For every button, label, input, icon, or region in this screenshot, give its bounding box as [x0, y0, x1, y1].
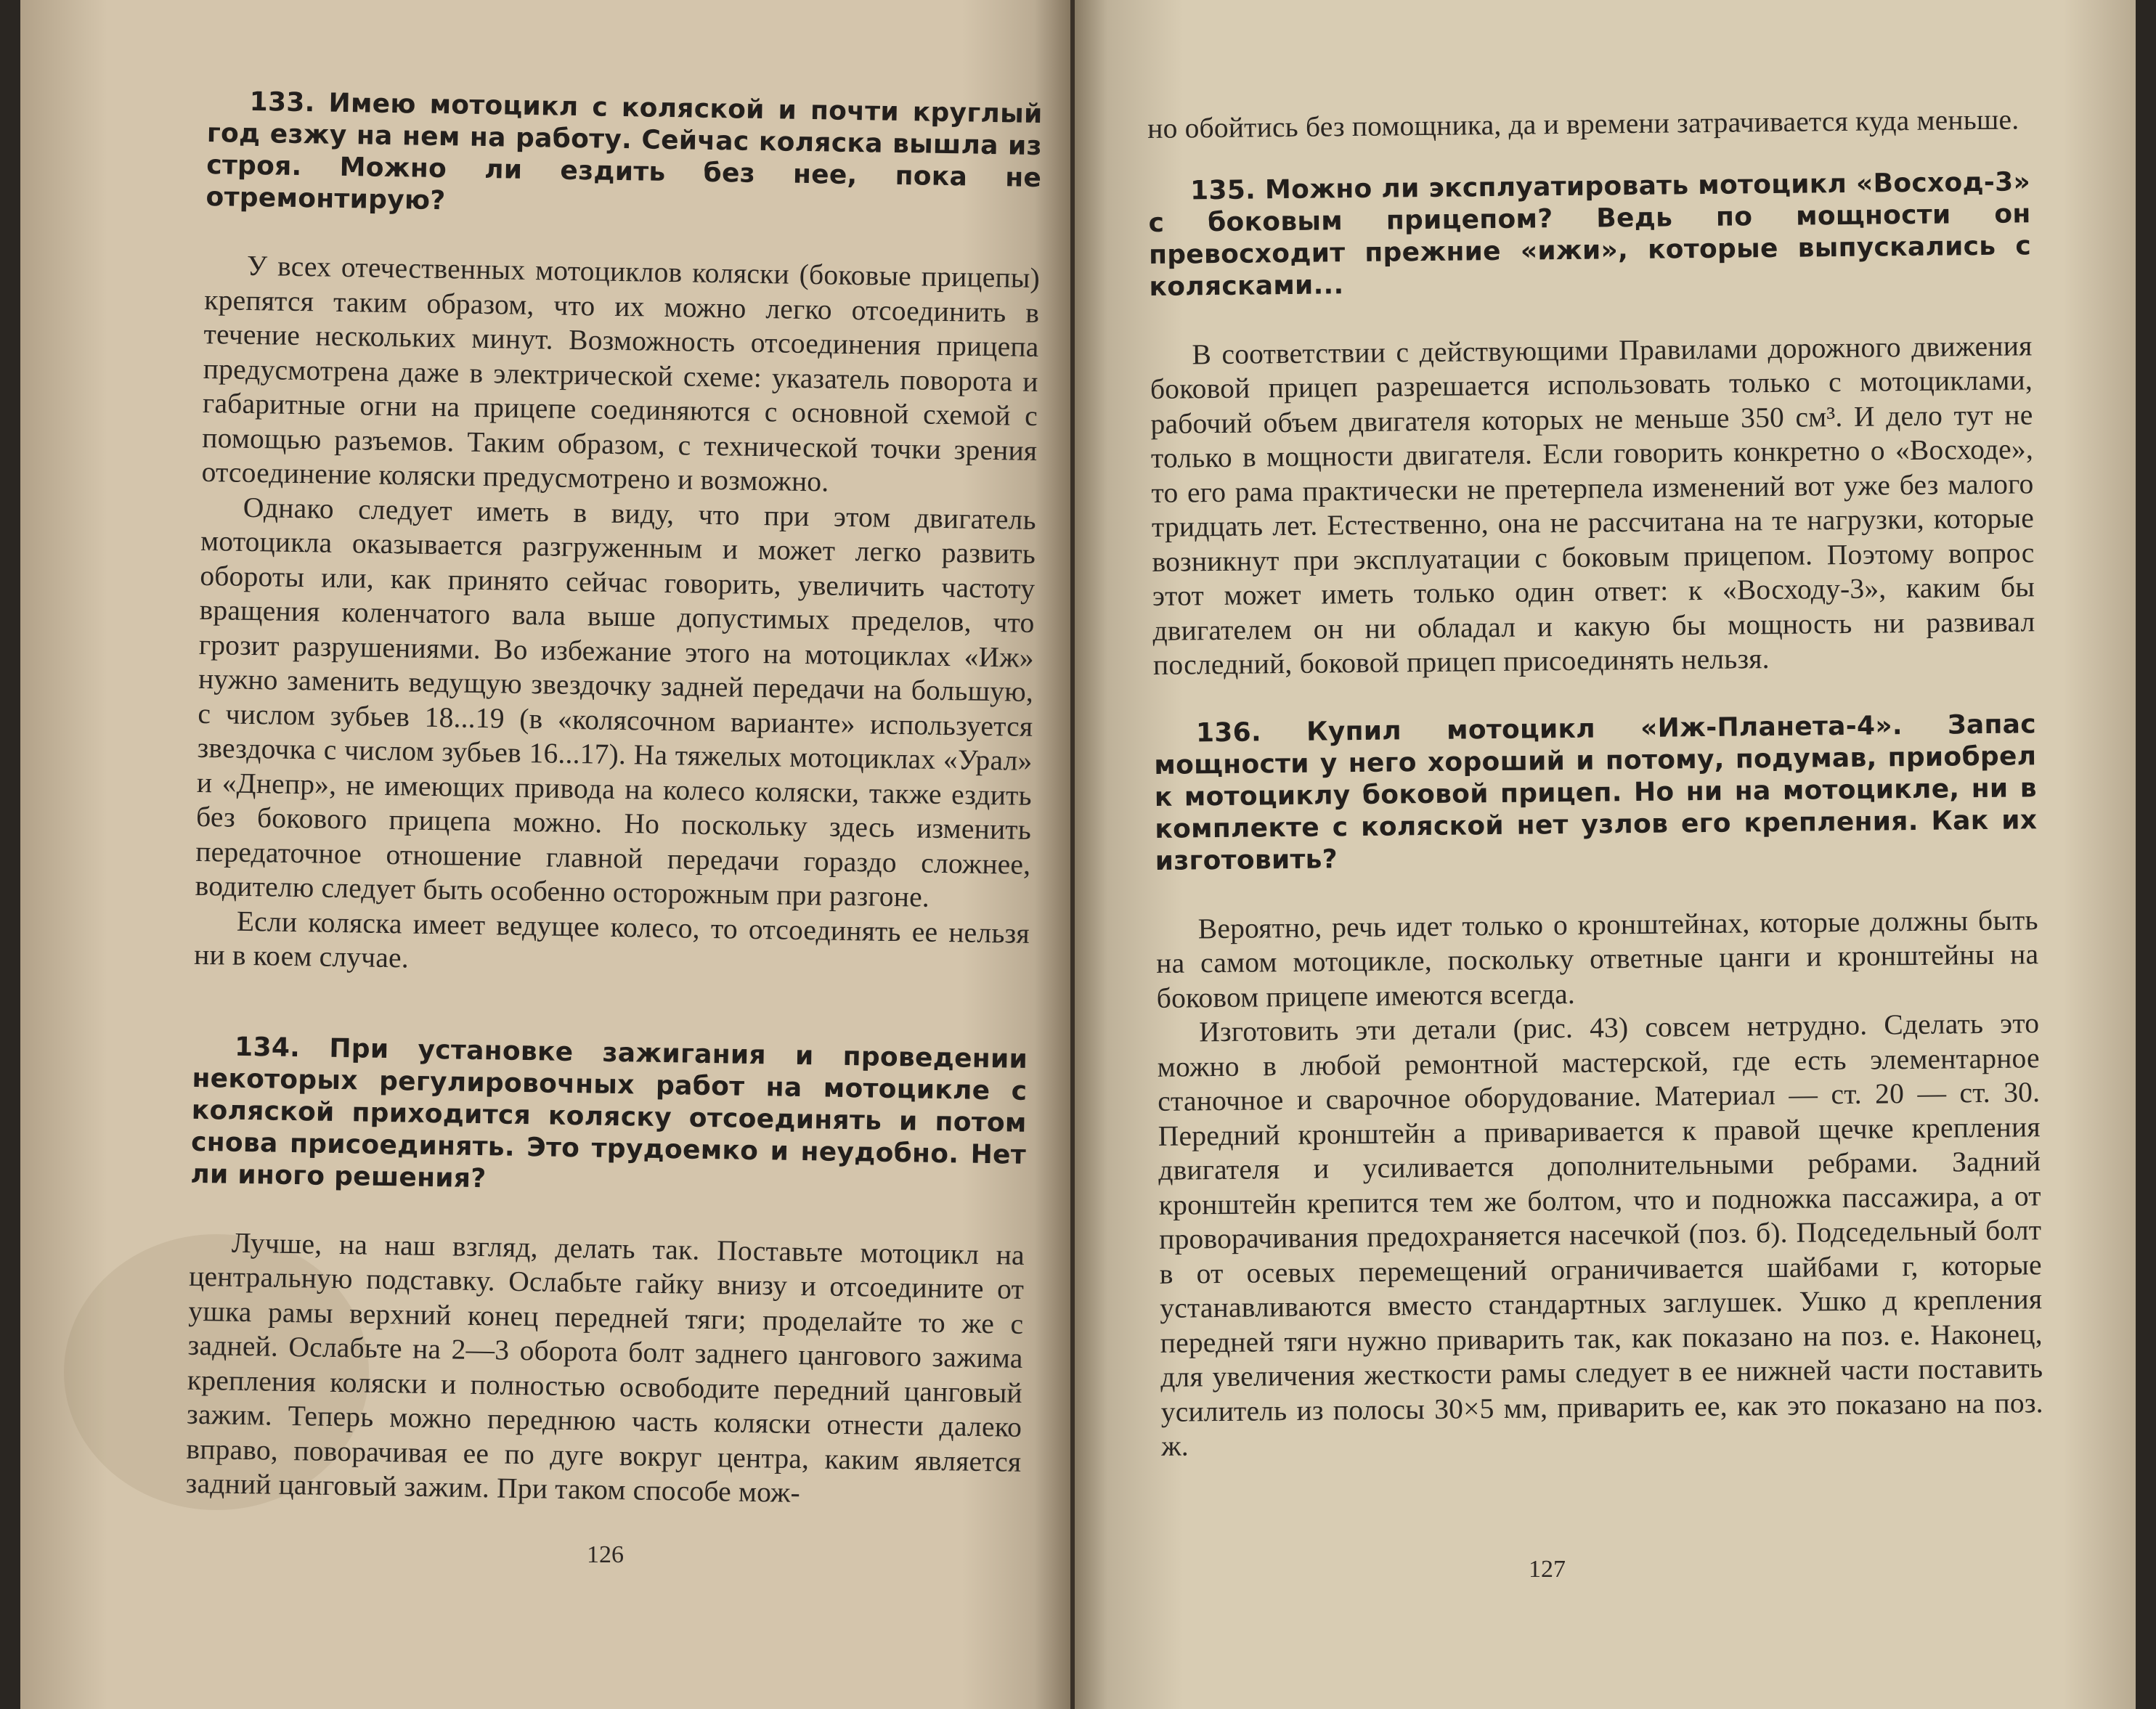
answer-135-paragraph-1: В соответствии с действующими Правилами дорожного движения боковой прицеп разрешается использовать только с мотоциклами, рабочий объем двигателя которых не меньше 350 см³. И дело тут не только в мощности двигателя. Если говорить конкретно о «Восходе», то его рама практически не претерпела изменений вот уже без малого тридцать лет. Естественно, она не рассчитана на те нагрузки, которые возникнут при эксплуатации с боковым прицепом. Поэтому вопрос этот может иметь только один ответ: к «Восходу-3», каким бы двигателем он ни обладал и какую бы мощность ни развивал последний, боковой прицеп присоединять нельзя.	[1150, 329, 2035, 681]
left-page-content	[185, 86, 1042, 1514]
answer-133-paragraph-3: Если коляска имеет ведущее колесо, то отсоединять ее нельзя ни в коем случае.	[193, 905, 1030, 974]
left-page	[20, 0, 1070, 1709]
right-page	[1075, 0, 2136, 1709]
question-134-heading: 134. При установке зажигания и проведении некоторых регулировочных работ на мотоцикле с коляской приходится коляску отсоединять и потом снова присоединять. Это трудоемко и неудобно. Нет ли иного решения?	[190, 1032, 1028, 1194]
answer-134-paragraph-1: Лучше, на наш взгляд, делать так. Поставьте мотоцикл на центральную подставку. Ослабьте гайку внизу и отсоедините от ушка рамы верхний конец передней тяги; проделайте то же с задней. Ослабьте на 2—3 оборота болт заднего цангового зажима крепления коляски и полностью освободите передний цанговый зажим. Теперь можно переднюю часть коляски отнести далеко вправо, поворачивая ее по дуге вокруг центра, каким является задний цанговый зажим. При таком способе мож-	[185, 1226, 1025, 1509]
right-page-content	[1147, 102, 2043, 1464]
continuation-text: но обойтись без помощника, да и времени затрачивается куда меньше.	[1147, 103, 2019, 144]
answer-133-paragraph-2: Однако следует иметь в виду, что при этом двигатель мотоцикла оказывается разгруженным и может легко развить обороты или, как принято сейчас говорить, увеличить частоту вращения коленчатого вала выше допустимых пределов, что грозит разрушениями. Во избежание этого на мотоциклах «Иж» нужно заменить ведущую звездочку задней передачи на большую, с числом зубьев 18...19 (в «колясочном варианте» используется звездочка с числом зубьев 16...17). На тяжелых мотоциклах «Урал» и «Днепр», не имеющих привода на колесо коляски, также ездить без бокового прицепа можно. Но поскольку здесь изменить передаточное отношение главной передачи гораздо сложнее, водителю следует быть особенно осторожным при разгоне.	[195, 491, 1037, 913]
answer-136-paragraph-2: Изготовить эти детали (рис. 43) совсем нетрудно. Сделать это можно в любой ремонтной мастерской, где есть элементарное станочное и сварочное оборудование. Материал — ст. 20 — ст. 30. Передний кронштейн а приваривается к правой щечке крепления двигателя и усиливается дополнительными ребрами. Задний кронштейн крепится тем же болтом, что и подножка пассажира, а от проворачивания предохраняется насечкой (поз. б). Подседельный болт в от осевых перемещений ограничивается шайбами г, которые устанавливаются вместо стандартных заглушек. Ушко д крепления передней тяги нужно приварить так, как показано на поз. е. Наконец, для увеличения жесткости рамы следует в ее нижней части поставить усилитель из полосы 30×5 мм, приварить ее, как это показано на поз. ж.	[1157, 1007, 2043, 1462]
page-number-left: 126	[587, 1541, 624, 1568]
question-136-heading: 136. Купил мотоцикл «Иж-Планета-4». Запас мощности у него хороший и потому, подумав, приобрел к мотоциклу боковой прицеп. Но ни на мотоцикле, ни в комплекте с коляской нет узлов его крепления. Как их изготовить?	[1154, 709, 2038, 876]
page-number-right: 127	[1529, 1556, 1566, 1583]
question-133-heading: 133. Имею мотоцикл с коляской и почти круглый год езжу на нем на работу. Сейчас коляска вышла из строя. Можно ли ездить без нее, пока не отремонтирую?	[206, 86, 1043, 216]
answer-133-paragraph-1: У всех отечественных мотоциклов коляски (боковые прицепы) крепятся таким образом, что их можно легко отсоединить в течение нескольких минут. Возможность отсоединения прицепа предусмотрена даже в электрической схеме: указатель поворота и габаритные огни на прицепе соединяются с основной схемой с помощью разъемов. Таким образом, с технической точки зрения отсоединение коляски предусмотрено и возможно.	[201, 249, 1041, 498]
question-135-heading: 135. Можно ли эксплуатировать мотоцикл «Восход-3» с боковым прицепом? Ведь по мощности он превосходит прежние «ижи», которые выпускались с колясками...	[1148, 166, 2032, 302]
answer-136-paragraph-1: Вероятно, речь идет только о кронштейнах, которые должны быть на самом мотоцикле, поскольку ответные цанги и кронштейны на боковом прицепе имеются всегда.	[1156, 903, 2039, 1014]
